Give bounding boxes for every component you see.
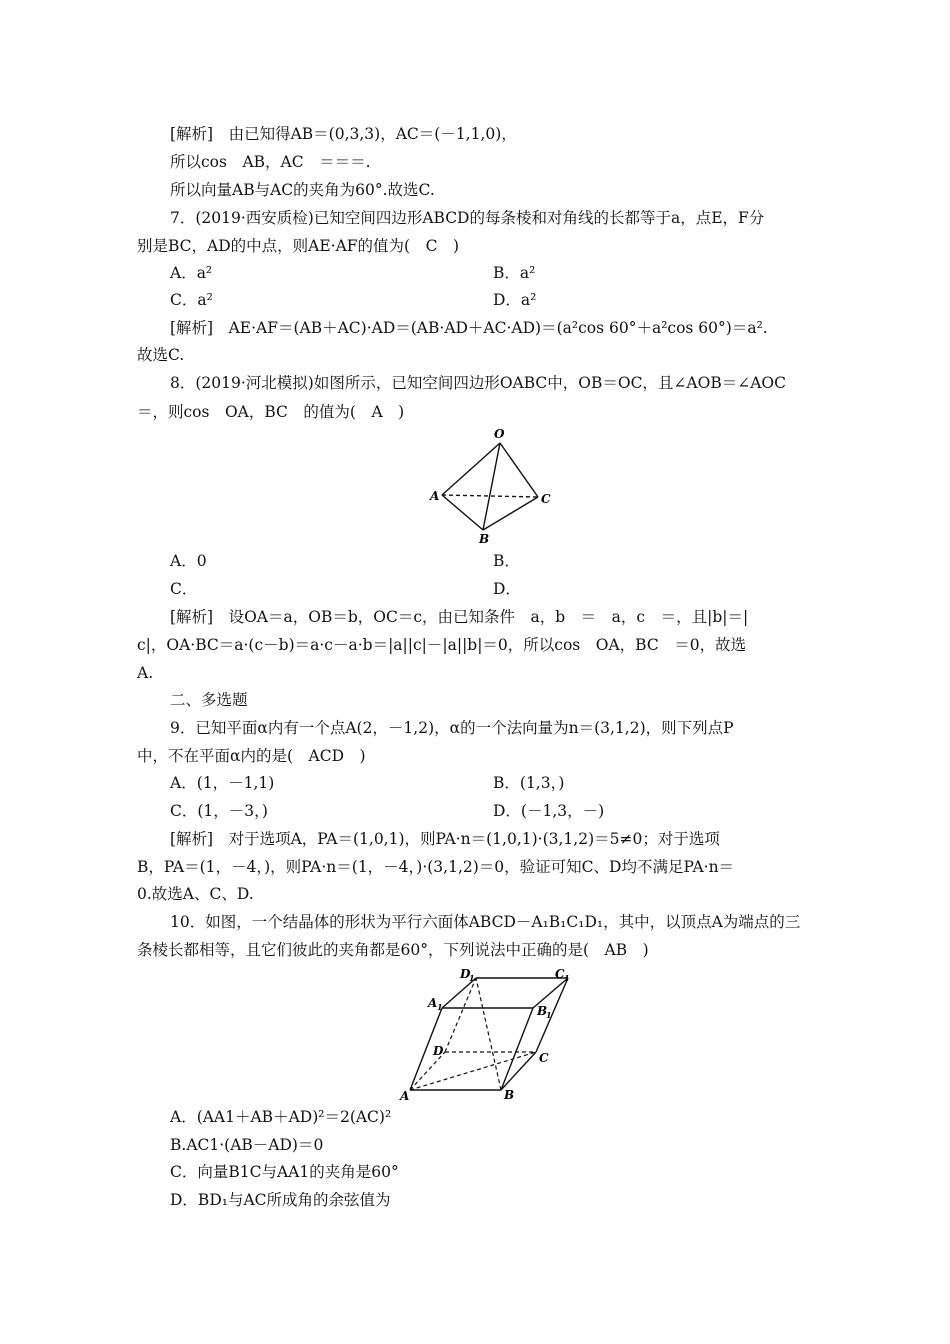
solution-6-line-2: 所以cos AB，AC ＝＝＝. (170, 153, 371, 171)
vertex-label-d: D (433, 1044, 444, 1058)
vertex-label-a: A (430, 489, 440, 503)
question-7-stem-1: 7．(2019·西安质检)已知空间四边形ABCD的每条棱和对角线的长都等于a，点E，F分 (170, 209, 765, 227)
solution-8-line-3: A. (137, 664, 154, 682)
vertex-subscript-d1: 1 (469, 973, 475, 983)
question-10-stem-1: 10．如图，一个结晶体的形状为平行六面体ABCD－A₁B₁C₁D₁，其中，以顶点A为端点的三 (170, 913, 801, 931)
vertex-subscript-a1: 1 (437, 1002, 443, 1012)
solution-8-line-2: c|，OA·BC＝a·(c－b)＝a·c－a·b＝|a||c|－|a||b|＝0，所以cos OA，BC ＝0，故选 (137, 636, 747, 654)
question-8-option-a: A．0 (170, 552, 207, 570)
question-10-stem-2: 条棱长都相等，且它们彼此的夹角都是60°，下列说法中正确的是( AB ) (137, 941, 649, 959)
solution-6-line-3: 所以向量AB与AC的夹角为60°.故选C. (170, 181, 435, 199)
edge-dd1-hidden (445, 978, 476, 1052)
solution-7-line-1: [解析] AE·AF＝(AB＋AC)·AD＝(AB·AD＋AC·AD)＝(a²cos 60°＋a²cos 60°)＝a². (170, 319, 768, 337)
edge-bb1 (501, 1008, 533, 1090)
vertex-label-c: C (539, 1051, 549, 1065)
solution-7-line-2: 故选C. (137, 346, 185, 364)
question-9-stem-1: 9．已知平面α内有一个点A(2，－1,2)，α的一个法向量为n＝(3,1,2)，则下列点P (170, 719, 734, 737)
edge-oc (500, 443, 538, 497)
vertex-label-b: B (504, 1088, 515, 1101)
question-8-option-d: D． (493, 580, 521, 598)
edge-bc (483, 497, 538, 530)
question-9-option-b: B．(1,3，) (493, 774, 565, 792)
diagonal-bd1-hidden (476, 978, 501, 1090)
question-9-option-c: C．(1，－3，) (170, 802, 268, 820)
vertex-label-b1: B (537, 1004, 548, 1018)
question-8-option-c: C． (170, 580, 198, 598)
question-10-option-d: D．BD₁与AC所成角的余弦值为 (170, 1191, 391, 1209)
question-7-option-b: B．a² (493, 264, 536, 282)
vertex-label-c: C (541, 492, 551, 506)
section-heading-multiple-choice: 二、多选题 (170, 691, 248, 709)
solution-9-line-3: 0.故选A、C、D. (137, 885, 254, 903)
question-10-option-a: A．(AA1＋AB＋AD)²＝2(AC)² (170, 1108, 392, 1126)
question-10-option-b: B.AC1·(AB－AD)＝0 (170, 1136, 324, 1154)
diagonal-ac-hidden (410, 1052, 536, 1090)
question-7-option-c: C．a² (170, 291, 213, 309)
vertex-label-a1: A (428, 996, 438, 1010)
vertex-label-d1: D (460, 968, 471, 981)
tetrahedron-figure (425, 425, 565, 545)
vertex-label-o: O (494, 427, 505, 441)
edge-ab (442, 495, 483, 530)
question-10-option-c: C．向量B1C与AA1的夹角是60° (170, 1163, 399, 1181)
vertex-label-c1: C (555, 968, 565, 981)
question-8-stem-1: 8．(2019·河北模拟)如图所示，已知空间四边形OABC中，OB＝OC，且∠AOB＝∠AOC (170, 374, 786, 392)
question-9-option-a: A．(1，－1,1) (170, 774, 275, 792)
question-7-option-a: A．a² (170, 264, 213, 282)
solution-9-line-1: [解析] 对于选项A，PA＝(1,0,1)，则PA·n＝(1,0,1)·(3,1,2)＝5≠0；对于选项 (170, 830, 720, 848)
question-8-stem-2: ＝，则cos OA，BC 的值为( A ) (137, 403, 405, 421)
solution-8-line-1: [解析] 设OA＝a，OB＝b，OC＝c，由已知条件 a，b ＝ a，c ＝，且|b|＝| (170, 608, 749, 626)
vertex-label-a: A (400, 1089, 410, 1101)
vertex-subscript-c1: 1 (564, 973, 570, 983)
question-7-stem-2: 别是BC，AD的中点，则AE·AF的值为( C ) (137, 237, 459, 255)
question-9-stem-2: 中，不在平面α内的是( ACD ) (137, 747, 366, 765)
solution-9-line-2: B，PA＝(1，－4，)，则PA·n＝(1，－4，)·(3,1,2)＝0，验证可知C、D均不满足PA·n＝ (137, 858, 735, 876)
question-9-option-d: D．(－1,3，－) (493, 802, 605, 820)
vertex-subscript-b1: 1 (546, 1010, 552, 1020)
vertex-label-b: B (479, 532, 490, 545)
question-7-option-d: D．a² (493, 291, 537, 309)
question-8-option-b: B． (493, 552, 520, 570)
solution-6-line-1: [解析] 由已知得AB＝(0,3,3)，AC＝(－1,1,0)， (170, 125, 517, 143)
parallelepiped-figure (398, 968, 573, 1101)
